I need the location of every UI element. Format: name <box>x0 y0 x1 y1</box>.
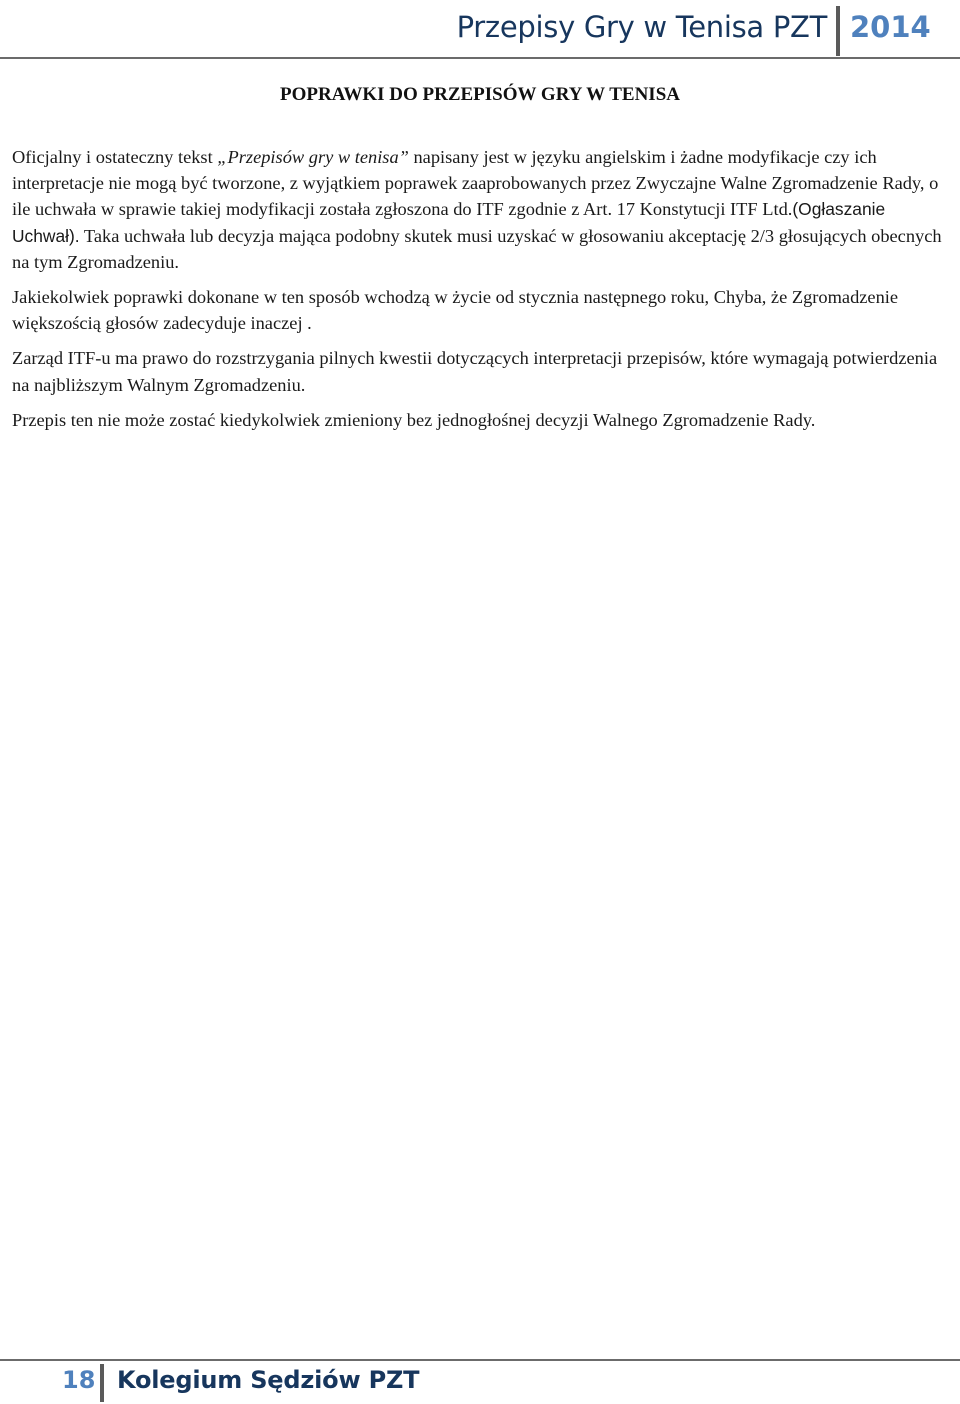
header-title: Przepisy Gry w Tenisa PZT <box>456 10 827 44</box>
document-title: POPRAWKI DO PRZEPISÓW GRY W TENISA <box>280 84 680 105</box>
document-body <box>12 144 947 442</box>
paragraph-1-sans-part: (Ogłaszanie Uchwał). <box>12 199 886 246</box>
paragraph-1-italic-title: „Przepisów gry w tenisa” <box>217 147 409 167</box>
header-rule <box>0 57 960 59</box>
paragraph-3: Zarząd ITF-u ma prawo do rozstrzygania pilnych kwestii dotyczących interpretacji przepisów, które wymagają potwierdzenia na najbliższym Walnym Zgromadzeniu. <box>12 348 938 395</box>
footer-page-number: 18 <box>62 1366 96 1394</box>
page-header <box>0 0 960 60</box>
paragraph-1-part-5: Taka uchwała lub decyzja mająca podobny skutek musi uzyskać w głosowaniu akceptację 2/3 głosujących obecnych na tym Zgromadzeniu. <box>12 225 942 272</box>
paragraph-1-part-1: Oficjalny i ostateczny tekst <box>12 147 218 167</box>
paragraph-1 <box>12 144 947 275</box>
footer-label: Kolegium Sędziów PZT <box>117 1366 420 1394</box>
header-year: 2014 <box>850 10 931 44</box>
paragraph-1-part-3: napisany jest w języku angielskim i żadne modyfikacje czy ich interpretacje nie mogą być tworzone, z wyjątkiem poprawek zaaprobowanych przez Zwyczajne Walne Zgromadzenie Rady, o ile uchwała w sprawie takiej modyfikacji została zgłoszona do ITF zgodnie z Art. 17 Konstytucji ITF Ltd. <box>12 147 939 220</box>
footer-rule <box>0 1359 960 1361</box>
header-separator <box>836 6 840 56</box>
footer-separator <box>100 1364 104 1402</box>
paragraph-4: Przepis ten nie może zostać kiedykolwiek zmieniony bez jednogłośnej decyzji Walnego Zgromadzenie Rady. <box>12 409 816 430</box>
paragraph-2: Jakiekolwiek poprawki dokonane w ten sposób wchodzą w życie od stycznia następnego roku, Chyba, że Zgromadzenie większością głosów zadecyduje inaczej . <box>12 287 899 334</box>
